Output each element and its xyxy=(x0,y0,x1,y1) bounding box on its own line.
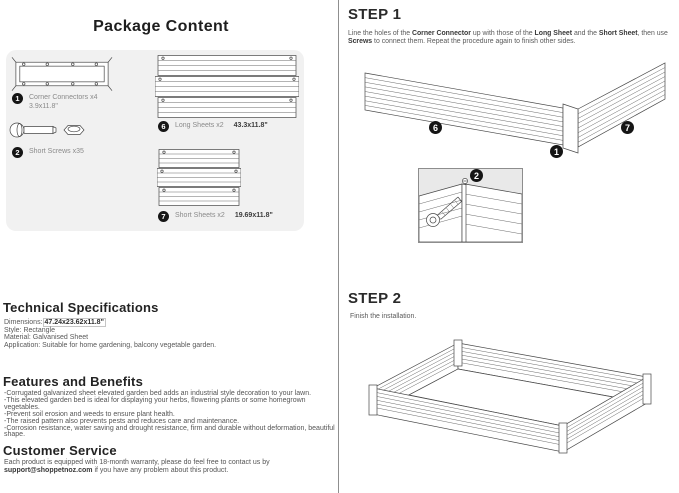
item-number-badge: 6 xyxy=(158,121,169,132)
spec-dimensions-value: 47.24x23.62x11.8" xyxy=(44,319,104,326)
spec-material: Material: Galvanised Sheet xyxy=(4,334,89,342)
item-dims: 19.69x11.8" xyxy=(234,212,273,219)
item-label: Corner Connectors x4 xyxy=(29,94,98,101)
corner-connector-diagram xyxy=(10,56,114,92)
package-item-corner-connectors xyxy=(12,93,97,111)
step1-instruction: Line the holes of the Corner Connector up with those of the Long Sheet and the Short Sheet, then use Screws to connect them. Repeat the procedure again to finish other sides. xyxy=(348,30,668,45)
column-divider xyxy=(338,0,339,493)
feature-item: -This elevated garden bed is ideal for displaying your herbs, flowering plants or some homegrown vegetables. xyxy=(4,396,306,411)
package-item-short-sheets xyxy=(158,211,273,222)
customer-service-text: Each product is equipped with 18-month warranty, please do feel free to contact us by support@shoppetnoz.com if you have any problem about this product. xyxy=(4,459,270,474)
features-list xyxy=(4,391,338,439)
feature-item: -The raised pattern also prevents pests and reduces care and maintenance. xyxy=(4,417,240,425)
callout-screw: 2 xyxy=(470,169,483,182)
item-dims: 43.3x11.8" xyxy=(233,122,268,129)
item-number-badge: 7 xyxy=(158,211,169,222)
item-label: Short Sheets x2 xyxy=(175,212,225,219)
spec-application: Application: Suitable for home gardening, balcony vegetable garden. xyxy=(4,341,217,349)
customer-service-heading: Customer Service xyxy=(3,443,117,458)
step2-heading: STEP 2 xyxy=(348,290,402,307)
tech-specs-heading: Technical Specifications xyxy=(3,300,159,315)
feature-item: -Prevent soil erosion and weeds to ensure plant health. xyxy=(4,410,175,418)
package-item-long-sheets xyxy=(158,121,268,132)
package-item-short-screws xyxy=(12,147,84,158)
item-label: Short Screws x35 xyxy=(29,148,84,155)
item-number-badge: 2 xyxy=(12,147,23,158)
spec-style: Style: Rectangle xyxy=(4,326,55,334)
item-dims: 3.9x11.8" xyxy=(29,103,58,110)
step2-finished-bed-diagram xyxy=(365,335,660,460)
step1-assembly-diagram xyxy=(360,60,670,160)
package-content-title: Package Content xyxy=(93,18,229,35)
package-content-panel xyxy=(6,50,304,231)
step1-heading: STEP 1 xyxy=(348,6,402,23)
callout-short-sheet: 7 xyxy=(621,121,634,134)
callout-long-sheet: 6 xyxy=(429,121,442,134)
screw-and-nut-diagram xyxy=(8,120,93,140)
feature-item: -Corrosion resistance, water saving and drought resistance, firm and durable without deformation, beautiful shape. xyxy=(4,424,335,439)
callout-corner-connector: 1 xyxy=(550,145,563,158)
tech-specs-list xyxy=(4,319,334,349)
item-label: Long Sheets x2 xyxy=(175,122,224,129)
item-number-badge: 1 xyxy=(12,93,23,104)
short-sheets-diagram xyxy=(157,149,241,206)
feature-item: -Corrugated galvanized sheet elevated garden bed adds an industrial style decoration to your lawn. xyxy=(4,390,312,397)
features-heading: Features and Benefits xyxy=(3,374,144,389)
step2-instruction: Finish the installation. xyxy=(350,313,417,320)
long-sheets-diagram xyxy=(155,55,299,119)
screw-detail-diagram xyxy=(419,169,522,242)
spec-dimensions: Dimensions: 47.24x23.62x11.8" xyxy=(4,319,104,326)
